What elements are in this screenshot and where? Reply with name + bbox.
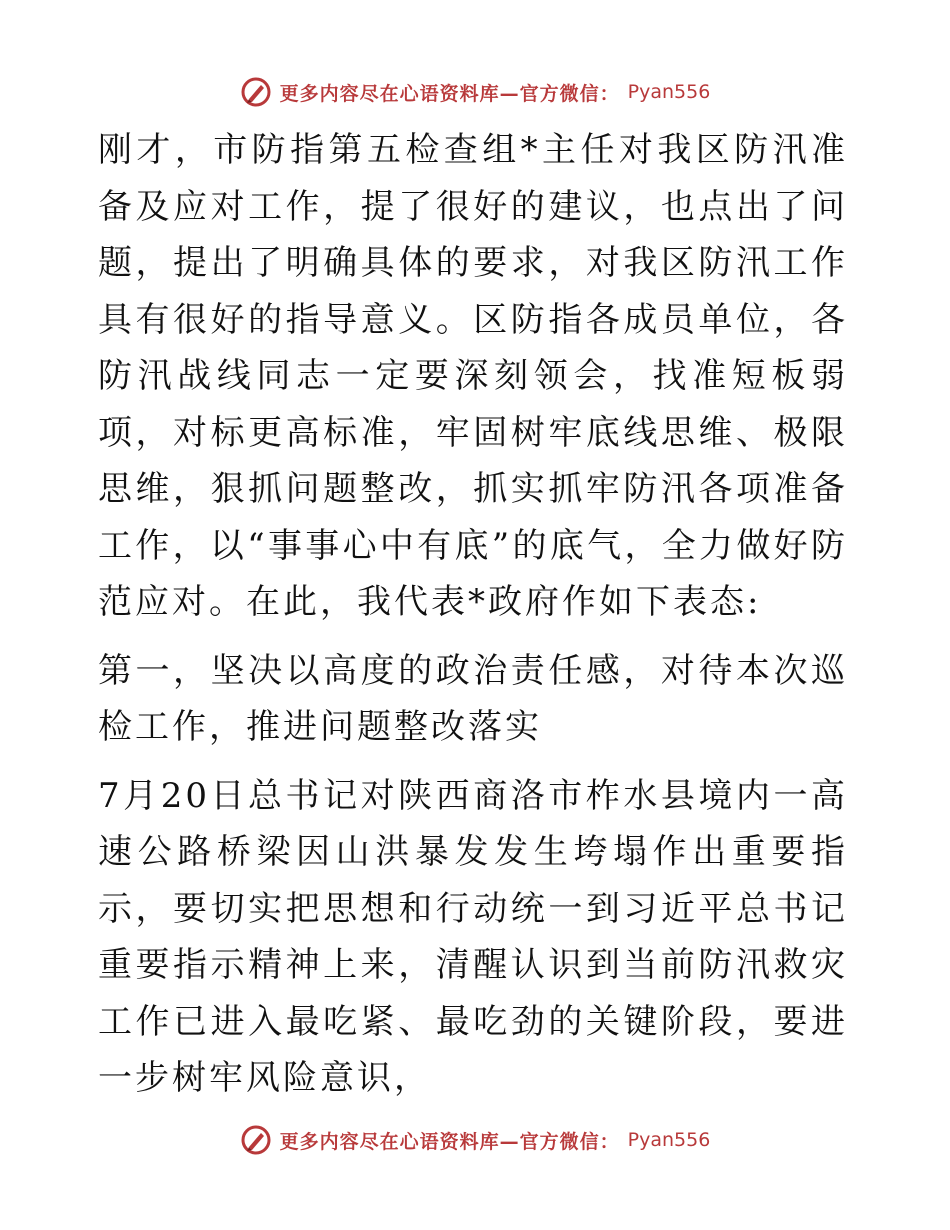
pen-logo-icon — [240, 1124, 272, 1156]
paragraph-heading-first: 第一，坚决以高度的政治责任感，对待本次巡检工作，推进问题整改落实 — [98, 650, 848, 747]
pen-logo-icon — [240, 76, 272, 108]
watermark-text: 更多内容尽在心语资料库—官方微信： — [279, 82, 620, 105]
watermark-account: Pyan556 — [627, 81, 711, 103]
watermark-text: 更多内容尽在心语资料库—官方微信： — [279, 1130, 620, 1153]
header-watermark — [0, 72, 950, 112]
paragraph-intro: 刚才，市防指第五检查组*主任对我区防汛准备及应对工作，提了很好的建议，也点出了问题，提出了明确具体的要求，对我区防汛工作具有很好的指导意义。区防指各成员单位，各防汛战线同志一定要深刻领会，找准短板弱项，对标更高标准，牢固树牢底线思维、极限思维，狠抓问题整改，抓实抓牢防汛各项准备工作，以“事事心中有底”的底气，全力做好防范应对。在此，我代表*政府作如下表态: — [98, 130, 848, 622]
watermark-account: Pyan556 — [627, 1129, 711, 1151]
document-body — [98, 122, 848, 1107]
footer-watermark — [0, 1120, 950, 1160]
paragraph-detail: 7月20日总书记对陕西商洛市柞水县境内一高速公路桥梁因山洪暴发发生垮塌作出重要指示，要切实把思想和行动统一到习近平总书记重要指示精神上来，清醒认识到当前防汛救灾工作已进入最吃紧、最吃劲的关键阶段，要进一步树牢风险意识， — [98, 775, 848, 1098]
